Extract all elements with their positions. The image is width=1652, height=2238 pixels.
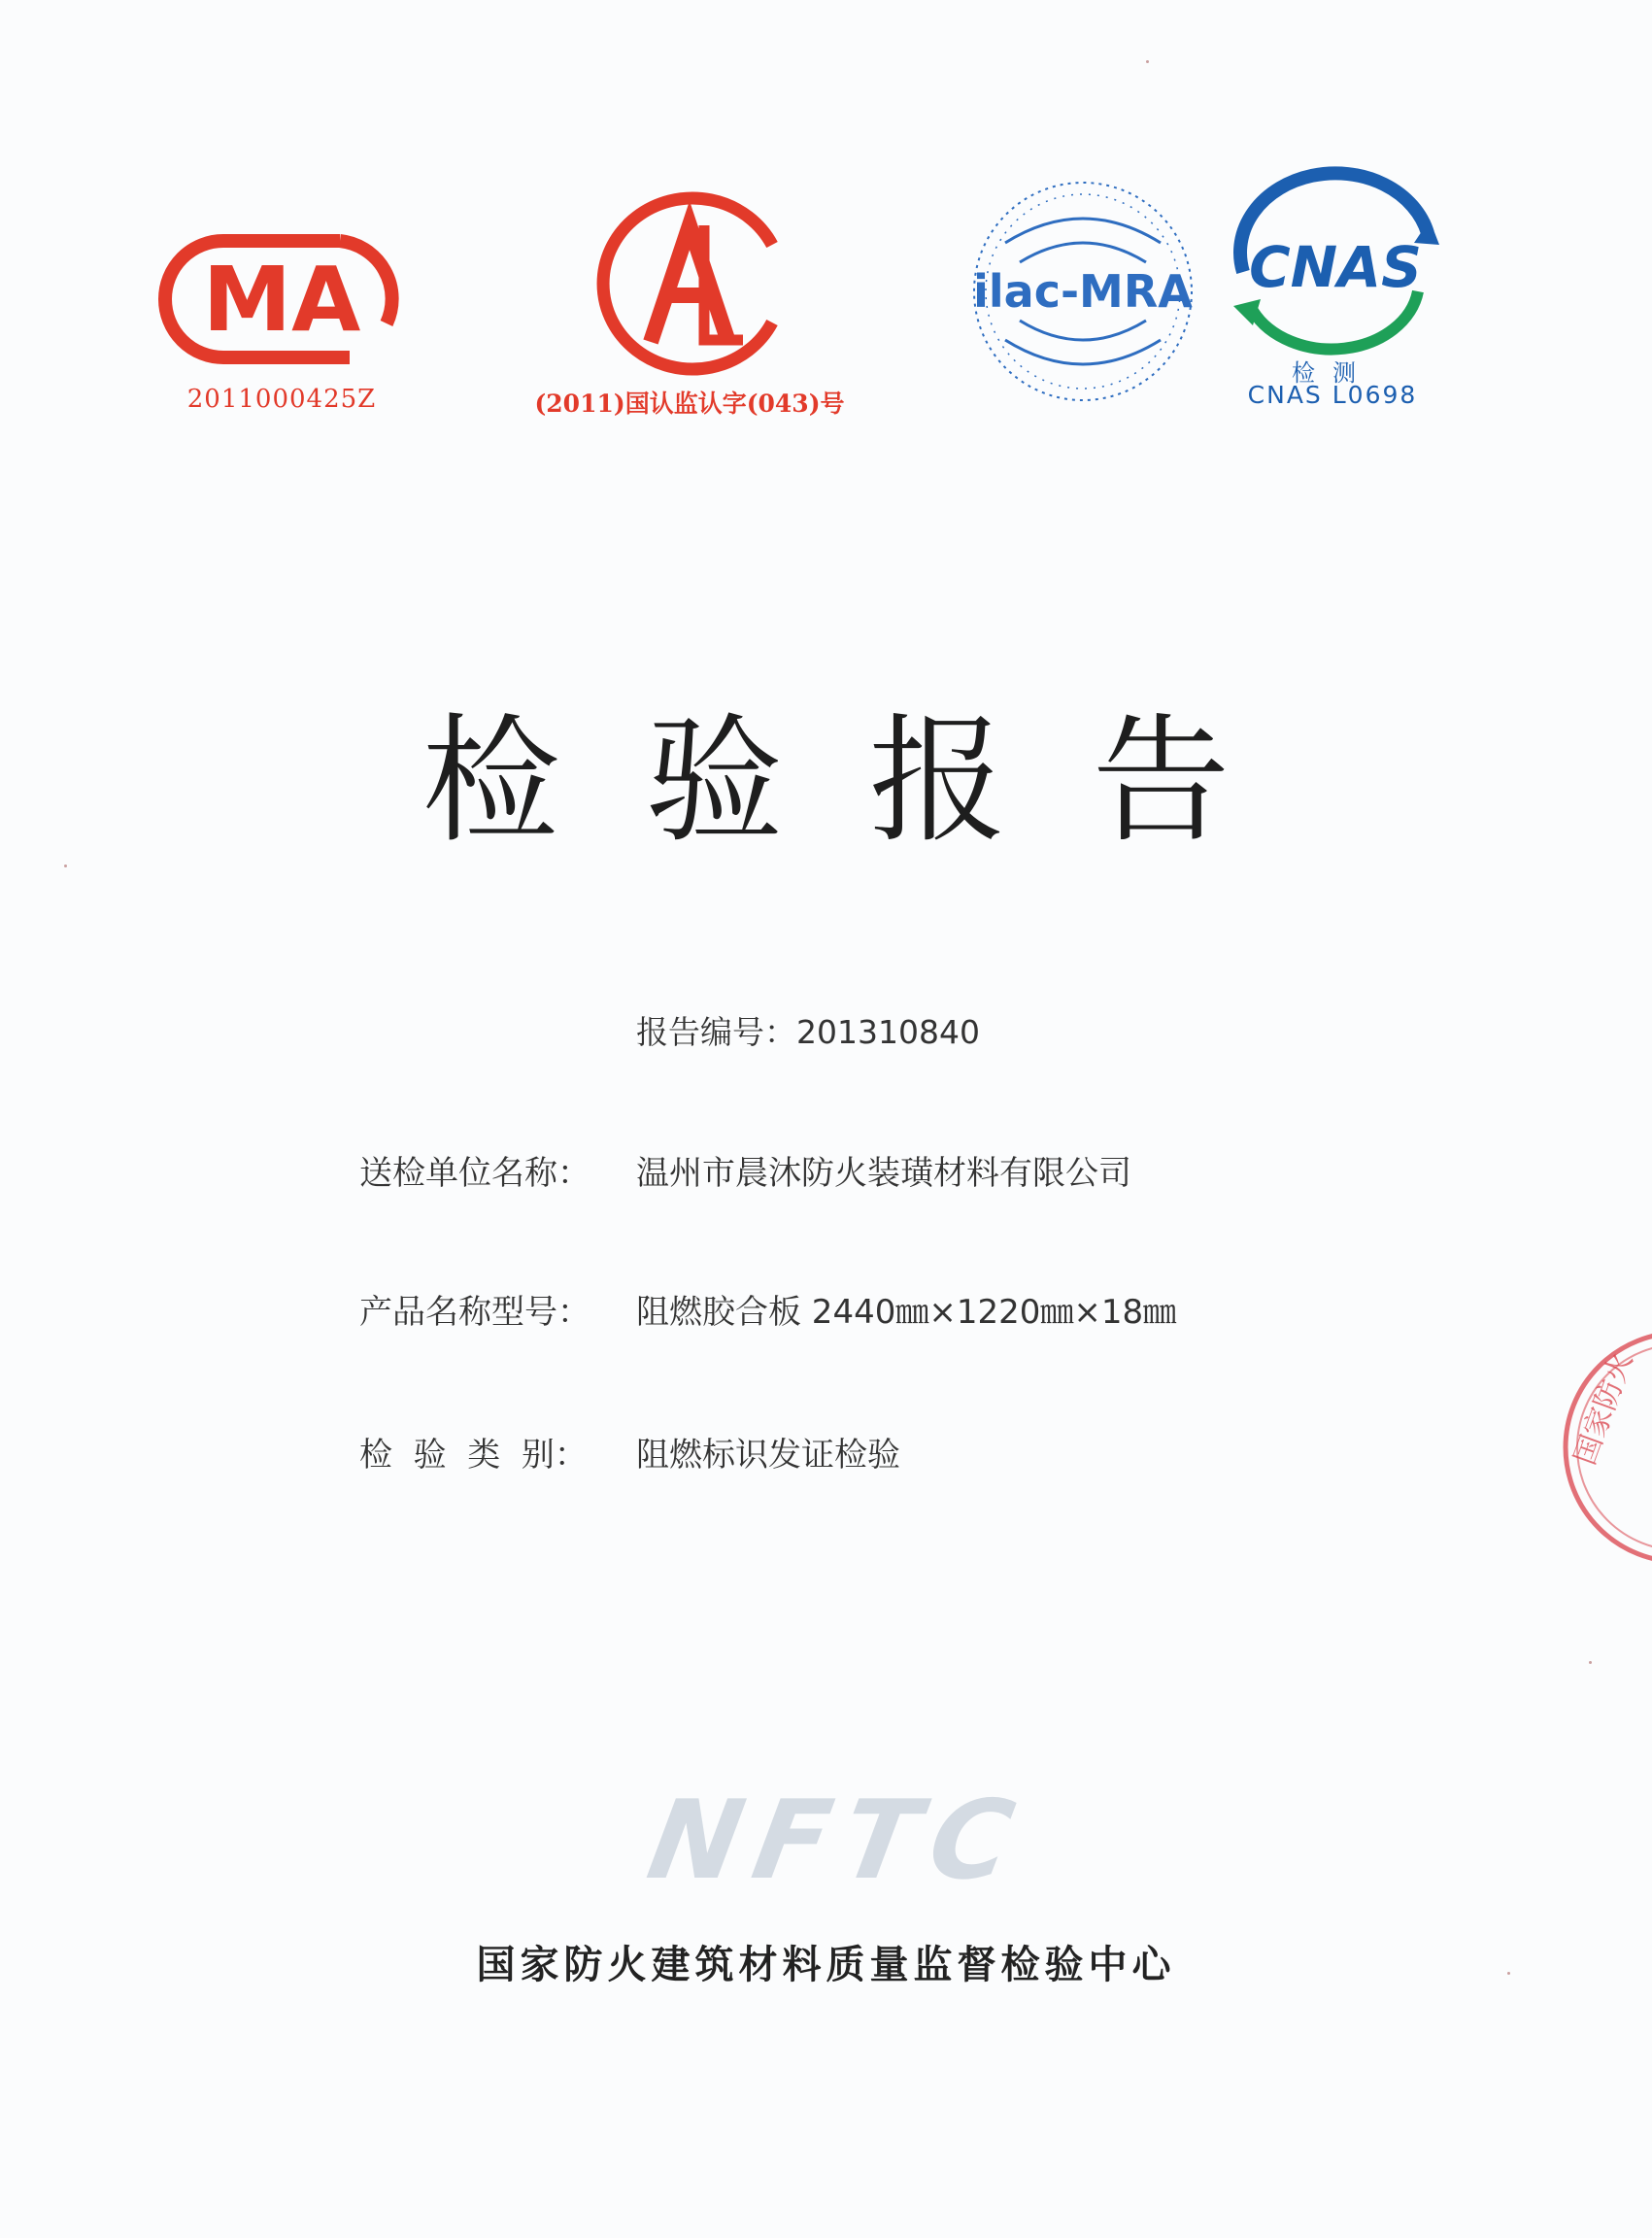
field-inspection-type-value: 阻燃标识发证检验 <box>636 1436 900 1475</box>
cnas-accreditation-code: CNAS L0698 <box>1247 381 1418 409</box>
nftc-logo: NFTC <box>639 1778 1036 1904</box>
cma-logo-text: MA <box>202 248 361 352</box>
ilac-mra-logo-text: ilac-MRA <box>973 265 1193 318</box>
field-submitter-value: 温州市晨沐防火装璜材料有限公司 <box>636 1154 1131 1193</box>
field-product-value: 阻燃胶合板 2440㎜×1220㎜×18㎜ <box>636 1293 1177 1332</box>
cal-logo-text: CAL <box>481 89 483 90</box>
field-submitter <box>359 1146 1131 1194</box>
ilac-mra-logo <box>966 175 1199 408</box>
field-inspection-type-label: 检 验 类 别： <box>359 1436 588 1475</box>
field-submitter-label: 送检单位名称： <box>359 1154 590 1193</box>
cal-logo <box>481 89 801 381</box>
cnas-test-label: 检测 <box>1292 359 1373 387</box>
report-title: 检验报告 <box>421 701 1316 862</box>
field-product-label: 产品名称型号： <box>359 1293 590 1332</box>
seal-text: 国家防火 <box>1568 1348 1640 1470</box>
field-inspection-type <box>359 1428 900 1475</box>
official-seal-fragment <box>1534 1321 1652 1574</box>
cal-certificate-code: (2011)国认监认字(043)号 <box>534 390 845 418</box>
cnas-logo <box>1214 185 1447 359</box>
cma-certificate-code: 2011000425Z <box>186 385 377 414</box>
cma-logo <box>155 221 408 377</box>
report-number-value: 201310840 <box>796 1013 980 1051</box>
organization-name: 国家防火建筑材料质量监督检验中心 <box>476 1943 1176 1987</box>
report-number <box>636 1007 980 1053</box>
report-number-label: 报告编号： <box>636 1013 796 1051</box>
cnas-logo-text: CNAS <box>1249 234 1422 300</box>
field-product <box>359 1285 1176 1333</box>
